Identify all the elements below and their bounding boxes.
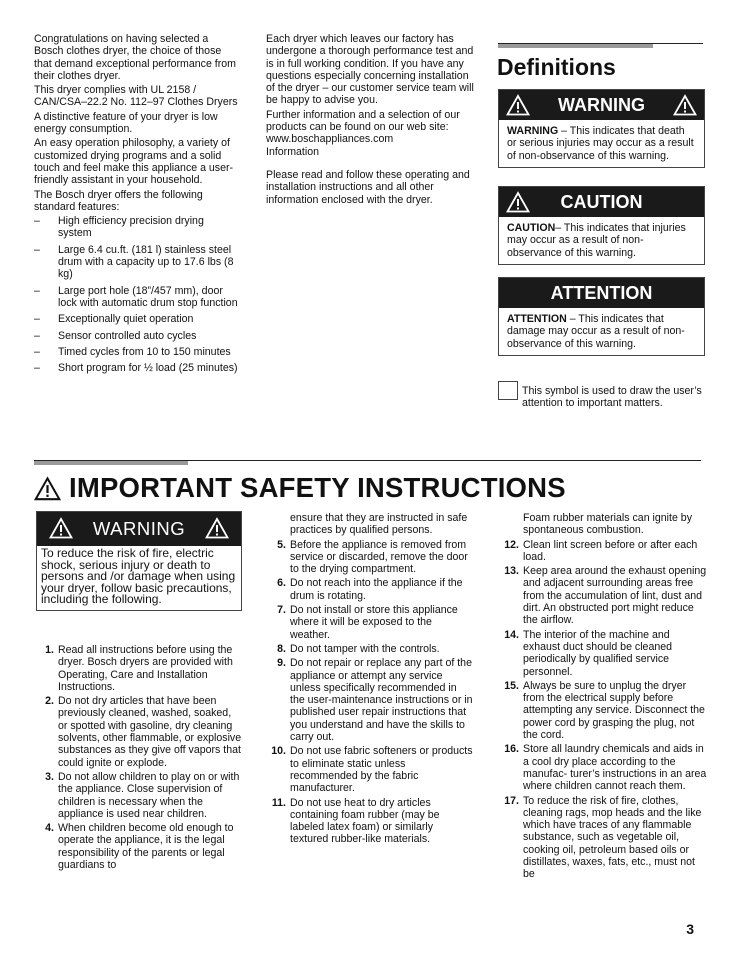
item-text: Before the appliance is removed from service or discarded, remove the door to the drying compartment. — [290, 538, 468, 576]
warning-definition-text: – This indicates that death or serious injuries may occur as a result of non-observance of this warning. — [507, 125, 694, 162]
information-heading: Information — [266, 145, 319, 158]
list-item: – Short program for ½ load (25 minutes) — [34, 362, 240, 374]
warning-label: WARNING — [558, 94, 645, 115]
instructions-column-3 — [501, 512, 707, 883]
item-number: 6. — [277, 577, 286, 590]
intro-paragraph: The Bosch dryer offers the following standard features: — [34, 188, 203, 213]
list-item — [501, 680, 707, 741]
warning-triangle-icon — [34, 476, 61, 501]
item-continuation: Foam rubber materials can ignite by spontaneous combustion. — [523, 512, 692, 537]
item-number: 1. — [45, 644, 54, 656]
item-text: Do not install or store this appliance where it will be exposed to the weather. — [290, 604, 458, 641]
instructions-column-1 — [36, 644, 242, 873]
list-item: – Large port hole (18”/457 mm), door lock with automatic drum stop function — [34, 285, 240, 310]
safety-warning-text: To reduce the risk of fire, electric shock, serious injury or death to persons and /or damage when using your dryer, follow basic precautions, including the following. — [41, 546, 236, 607]
list-item: – Exceptionally quiet operation — [34, 313, 240, 325]
item-number: 7. — [277, 604, 286, 617]
section-divider — [34, 460, 701, 461]
attention-header — [499, 278, 704, 308]
attention-label: ATTENTION — [550, 282, 653, 303]
warning-definition-box — [498, 89, 705, 168]
list-item — [36, 695, 242, 769]
item-number: 15. — [504, 679, 519, 692]
attention-symbol-icon — [498, 381, 518, 400]
intro-column — [34, 33, 240, 378]
safety-warning-label: WARNING — [92, 518, 186, 539]
item-text: Store all laundry chemicals and aids in a cool dry place according to the manufac- turer’s instructions in an area where children cannot reach them. — [523, 743, 707, 793]
caution-definition-text: – This indicates that injuries may occur as a result of non-observance of this warning. — [507, 222, 686, 259]
list-item — [268, 797, 474, 846]
list-item — [268, 745, 474, 794]
item-text: Do not reach into the appliance if the drum is rotating. — [290, 577, 463, 602]
item-text: To reduce the risk of fire, clothes, cleaning rags, mop heads and the like which have traces of any flammable substance, such as vegetable oil, cooking oil, petroleum based oils or distillates, waxes, fats, etc., must not be — [523, 794, 702, 881]
list-item — [268, 577, 474, 602]
item-number: 12. — [504, 538, 519, 551]
list-item — [501, 565, 707, 626]
list-item — [501, 539, 707, 564]
item-text: Do not use fabric softeners or products to eliminate static unless recommended by the fabric manufacturer. — [290, 745, 473, 795]
list-item — [501, 629, 707, 678]
item-number: 17. — [504, 794, 519, 807]
caution-triangle-icon — [506, 191, 530, 213]
instruction-list — [36, 644, 242, 871]
intro-paragraph: Congratulations on having selected a Bosch clothes dryer, the choice of those that demand exceptional performance from their clothes dryer. — [34, 33, 236, 82]
list-item — [36, 822, 242, 871]
safety-title-text: IMPORTANT SAFETY INSTRUCTIONS — [69, 472, 566, 503]
item-number: 9. — [277, 657, 286, 670]
item-number: 11. — [271, 796, 286, 809]
item-text: Keep area around the exhaust opening and adjacent surrounding areas free from the accumulation of lint, dust and dirt. An obstructed port might reduce the airflow. — [523, 565, 707, 627]
item-text: Read all instructions before using the dryer. Bosch dryers are provided with Operating, Care and Installation Instructions. — [58, 644, 233, 693]
intro-paragraph: A distinctive feature of your dryer is low energy consumption. — [34, 110, 218, 136]
information-paragraph: Please read and follow these operating and installation instructions and all other information enclosed with the dryer. — [266, 168, 470, 206]
definitions-title: Definitions — [497, 54, 616, 80]
list-item — [36, 771, 242, 820]
item-number: 3. — [45, 770, 54, 783]
warning-triangle-icon — [49, 517, 73, 539]
item-text: The interior of the machine and exhaust duct should be cleaned periodically by qualified service personnel. — [523, 628, 673, 678]
feature-list — [34, 215, 240, 374]
factory-paragraph: Each dryer which leaves our factory has undergone a thorough performance test and is in full working condition. If you have any questions especially concerning installation of the dryer – our customer service team will be happy to advise you. — [266, 33, 474, 107]
item-text: Always be sure to unplug the dryer from the electrical supply before attempting any service. Disconnect the power cord by grasping the plug, not the cord. — [523, 679, 705, 742]
item-number: 13. — [504, 565, 519, 578]
list-item — [501, 795, 707, 881]
website-paragraph: Further information and a selection of our products can be found on our web site: — [266, 108, 460, 134]
warning-header — [499, 90, 704, 120]
symbol-note: This symbol is used to draw the user’s attention to important matters. — [522, 385, 702, 410]
list-item — [268, 643, 474, 655]
instruction-list — [501, 539, 707, 881]
item-number: 4. — [45, 822, 54, 835]
intro-paragraph: This dryer complies with UL 2158 / CAN/CSA–22.2 No. 112–97 Clothes Dryers — [34, 84, 238, 109]
attention-definition-text: – This indicates that damage may occur as a result of non-observance of this warning. — [507, 313, 685, 350]
caution-label: CAUTION — [560, 191, 643, 212]
item-text: Do not repair or replace any part of the appliance or attempt any service unless specifically recommended in the user-maintenance instructions or in published user repair instructions that you understand and have the skills to carry out. — [290, 657, 473, 744]
warning-triangle-icon — [506, 94, 530, 116]
item-text: Do not use heat to dry articles containing foam rubber (may be labeled latex foam) or similarly textured rubber-like materials. — [290, 796, 440, 846]
instruction-list — [268, 539, 474, 846]
safety-warning-box — [36, 511, 242, 611]
caution-definition — [499, 217, 704, 264]
item-number: 8. — [277, 642, 286, 655]
page-number: 3 — [686, 921, 694, 937]
item-text: When children become old enough to operate the appliance, it is the legal responsibility of the parents or legal guardians to — [58, 822, 234, 872]
item-continuation: ensure that they are instructed in safe practices by qualified persons. — [290, 512, 468, 537]
info-column — [266, 33, 474, 208]
attention-definition-box — [498, 277, 705, 356]
item-number: 5. — [277, 538, 286, 551]
website-link[interactable]: www.boschappliances.com — [266, 133, 394, 146]
item-number: 16. — [504, 743, 519, 756]
item-text: Do not dry articles that have been previously cleaned, washed, soaked, or spotted with gasoline, dry cleaning solvents, other flammable, or explosive substances as they give off vapors that could ignite or explode. — [58, 695, 242, 769]
list-item — [501, 743, 707, 792]
list-item — [36, 644, 242, 693]
warning-triangle-icon — [205, 517, 229, 539]
safety-title — [34, 471, 566, 505]
warning-definition — [499, 120, 704, 167]
section-divider — [498, 43, 703, 44]
list-item: – High efficiency precision drying system — [34, 215, 240, 240]
list-item — [268, 657, 474, 743]
list-item — [268, 604, 474, 641]
item-number: 2. — [45, 695, 54, 708]
item-text: Do not tamper with the controls. — [290, 642, 440, 655]
intro-paragraph: An easy operation philosophy, a variety of customized drying programs and a solid touch and feel make this appliance a user-friendly assistant in your household. — [34, 137, 234, 187]
instructions-column-2 — [268, 512, 474, 848]
caution-header — [499, 187, 704, 217]
list-item: – Large 6.4 cu.ft. (181 l) stainless steel drum with a capacity up to 17.6 lbs (8 kg) — [34, 244, 240, 281]
list-item: – Timed cycles from 10 to 150 minutes — [34, 346, 240, 358]
caution-definition-box — [498, 186, 705, 265]
attention-term: ATTENTION — [507, 313, 567, 325]
item-text: Clean lint screen before or after each load. — [523, 538, 698, 563]
list-item — [268, 539, 474, 576]
item-number: 14. — [504, 628, 519, 641]
caution-term: CAUTION — [507, 222, 556, 234]
list-item: – Sensor controlled auto cycles — [34, 330, 240, 342]
safety-warning-header — [37, 512, 241, 546]
item-text: Do not allow children to play on or with the appliance. Close supervision of children is necessary when the appliance is used near children. — [58, 770, 240, 820]
warning-term: WARNING — [507, 125, 559, 137]
item-number: 10. — [271, 745, 286, 758]
attention-definition — [499, 308, 704, 355]
warning-triangle-icon — [673, 94, 697, 116]
